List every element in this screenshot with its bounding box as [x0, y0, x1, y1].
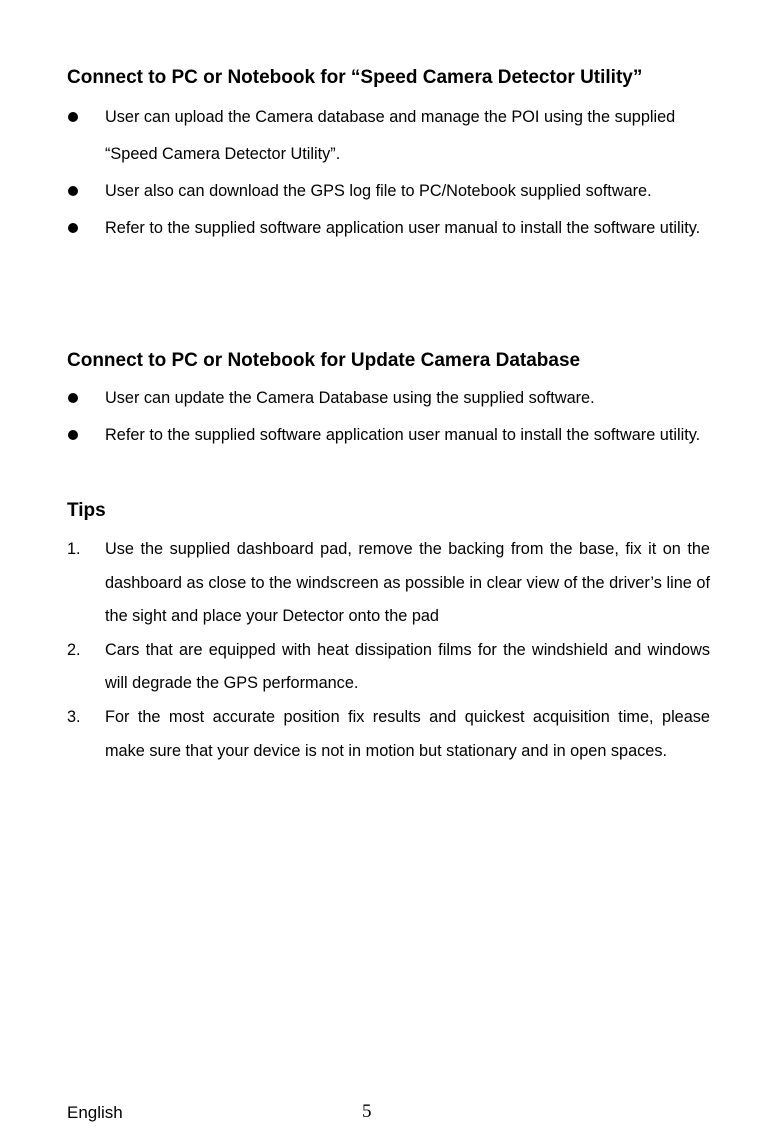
bullet-icon [68, 112, 78, 122]
list-item [67, 380, 710, 417]
bullet-icon [68, 393, 78, 403]
tip-number: 2. [67, 640, 81, 659]
tip-text: For the most accurate position fix results and quickest acquisition time, please make sure that your device is not in motion but stationary and in open spaces. [105, 707, 710, 760]
bullet-icon [68, 186, 78, 196]
tips-heading: Tips [67, 500, 106, 521]
tip-number: 3. [67, 707, 81, 726]
list-item-text: User also can download the GPS log file to PC/Notebook supplied software. [105, 182, 652, 200]
list-item [67, 210, 710, 247]
page-number: 5 [362, 1101, 372, 1122]
tip-text: Cars that are equipped with heat dissipation films for the windshield and windows will degrade the GPS performance. [105, 640, 710, 693]
list-item [67, 173, 710, 210]
section-heading-speed-camera-utility: Connect to PC or Notebook for “Speed Camera Detector Utility” [67, 67, 643, 88]
tip-number: 1. [67, 540, 81, 558]
tip-item [67, 533, 710, 634]
list-item-text: Refer to the supplied software application user manual to install the software utility. [105, 219, 701, 237]
list-item [67, 417, 710, 454]
section1-bullet-list [67, 99, 710, 247]
list-item-text: User can upload the Camera database and manage the POI using the supplied “Speed Camera Detector Utility”. [105, 108, 676, 163]
section2-bullet-list [67, 380, 710, 454]
section-heading-update-camera-database: Connect to PC or Notebook for Update Camera Database [67, 350, 581, 371]
tip-item [67, 701, 710, 768]
list-item-text: Refer to the supplied software application user manual to install the software utility. [105, 426, 701, 444]
list-item [67, 99, 710, 173]
tip-text: Use the supplied dashboard pad, remove the backing from the base, fix it on the dashboard as close to the windscreen as possible in clear view of the driver’s line of the sight and place your Detector onto the pad [105, 540, 710, 626]
tips-list [67, 533, 710, 768]
list-item-text: User can update the Camera Database using the supplied software. [105, 389, 595, 407]
bullet-icon [68, 223, 78, 233]
bullet-icon [68, 430, 78, 440]
footer-language: English [67, 1103, 123, 1122]
tip-item [67, 634, 710, 701]
